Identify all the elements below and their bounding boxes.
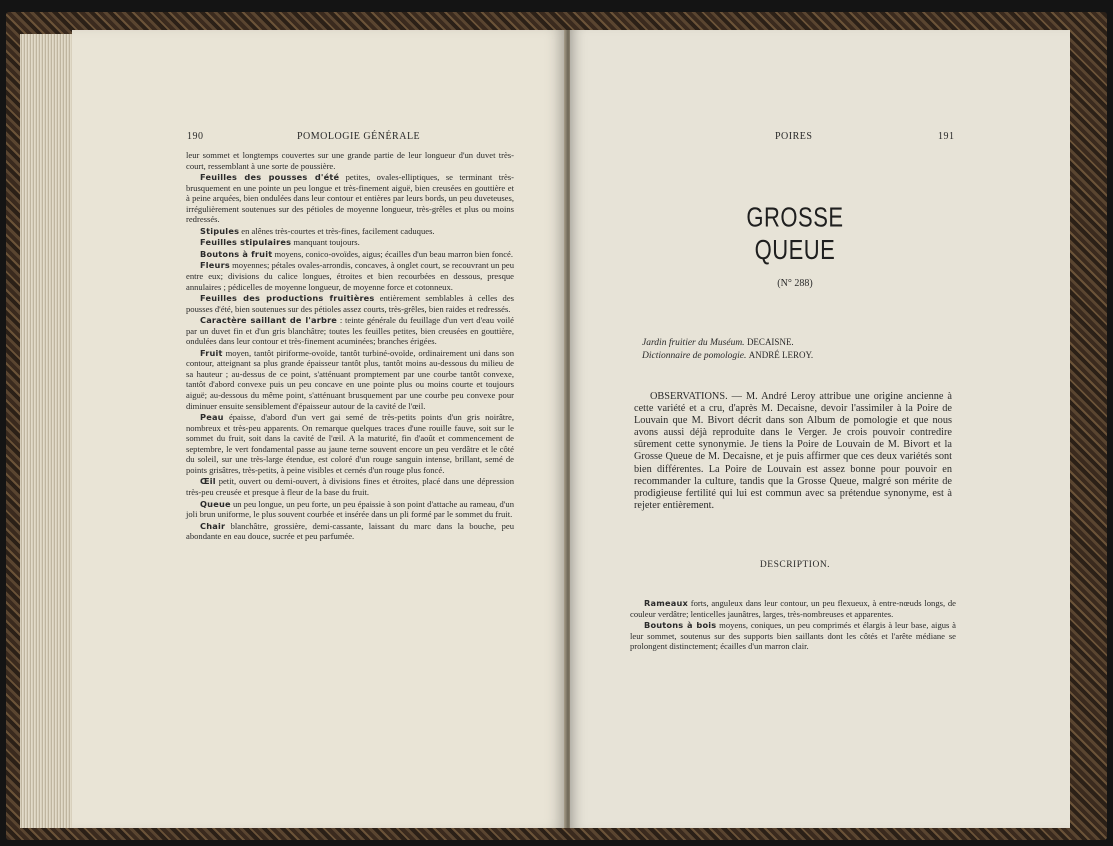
description-heading: DESCRIPTION. — [759, 560, 831, 570]
page-edges — [20, 34, 78, 828]
paragraph: Caractère saillant de l'arbre : teinte générale du feuillage d'un vert d'eau voilé par un duvet fin et d'un gris blanchâtre; toutes les feuilles petites, bien creusées en gouttière, ondulées dans leur contour et très-finement acuminées; branches érigées. — [186, 315, 514, 347]
left-page — [72, 30, 566, 828]
variety-number: (N° 288) — [777, 278, 813, 289]
paragraph: Boutons à bois moyens, coniques, un peu comprimés et élargis à leur base, aigus à leur sommet, soutenus sur des supports bien saillants dont les côtés et l'arête médiane se prolongent distinctement; écailles d'un marron clair. — [630, 620, 956, 652]
left-running-head: POMOLOGIE GÉNÉRALE — [297, 131, 421, 142]
reference-line: Dictionnaire de pomologie. ANDRÉ LEROY. — [642, 350, 814, 361]
paragraph: Feuilles des pousses d'été petites, ovales-elliptiques, se terminant très-brusquement en une pointe un peu longue et très-finement aiguë, bien creusées en gouttière et à peine arquées, bien ondulées dans leur contour et entières par leurs bords, un peu duveteuses, irrégulièrement soutenues sur des pétioles de moyenne longueur, très-grêles et plus ou moins redressés. — [186, 172, 515, 225]
left-body-text — [186, 150, 514, 543]
right-running-head: POIRES — [775, 131, 813, 142]
paragraph: Boutons à fruit moyens, conico-ovoïdes, aigus; écailles d'un beau marron bien foncé. — [200, 248, 513, 259]
paragraph: Feuilles stipulaires manquant toujours. — [200, 237, 360, 248]
paragraph: Queue un peu longue, un peu forte, un peu épaissie à son point d'attache au rameau, d'un joli brun uniforme, le plus souvent courbée et insérée dans un pli formé par le sommet du fruit. — [186, 498, 514, 520]
reference-line: Jardin fruitier du Muséum. DECAISNE. — [642, 337, 794, 348]
page-title: GROSSE QUEUE — [746, 201, 844, 266]
paragraph: Chair blanchâtre, grossière, demi-cassante, laissant du marc dans la bouche, peu abondante en eau douce, sucrée et peu parfumée. — [186, 520, 514, 542]
left-page-number: 190 — [187, 131, 204, 142]
paragraph: Rameaux forts, anguleux dans leur contour, un peu flexueux, à entre-nœuds longs, de couleur verdâtre; lenticelles jaunâtres, larges, très-nombreuses et apparentes. — [630, 598, 956, 619]
paragraph: Feuilles des productions fruitières entièrement semblables à celles des pousses d'été, bien soutenues sur des pétioles assez courts, très-grêles, bien raides et redressés. — [186, 293, 514, 314]
observations-paragraph: OBSERVATIONS. — M. André Leroy attribue une origine ancienne à cette variété et a cru, d'après M. Decaisne, devoir l'assimiler à la Poire de Louvain que M. Bivort décrit dans son Album de pomologie et que nous avons aussi déjà reproduite dans le Verger. Je crois pouvoir contredire sûrement cette synonymie. Je tiens la Poire de Louvain de M. Bivort et la Grosse Queue de M. Decaisne, et je puis affirmer que ces deux variétés sont bien différentes. La Poire de Louvain est assez bonne pour pouvoir en recommander la culture, tandis que la Grosse Queue, malgré son mérite de prodigieuse fertilité qui lui est commun avec sa prétendue synonyme, est à rejeter entièrement. — [634, 391, 952, 511]
paragraph: Peau épaisse, d'abord d'un vert gai semé de très-petits points d'un gris noirâtre, nombreux et très-peu apparents. On remarque quelques traces d'une rouille fauve, soit sur le sommet du fruit, soit dans la cavité de l'œil. A la maturité, fin d'août et commencement de septembre, le vert fondamental passe au jaune terne souvent encore un peu verdâtre et le côté du soleil, sur une très-large étendue, est coloré d'un rouge sanguin intense, brillant, semé de points grisâtres, très-petits, à peine visibles et cernés d'un rouge plus foncé. — [186, 412, 514, 475]
paragraph: Œil petit, ouvert ou demi-ouvert, à divisions fines et étroites, placé dans une dépression très-peu creusée et presque à fleur de la base du fruit. — [186, 476, 514, 497]
right-body-text — [630, 598, 956, 653]
right-page-number: 191 — [938, 131, 955, 142]
paragraph: Fleurs moyennes; pétales ovales-arrondis, concaves, à onglet court, se recouvrant un peu entre eux; divisions du calice longues, étroites et bien recourbées en dessous, presque annulaires ; pédicelles de moyenne longueur, de moyenne force et cotonneux. — [186, 260, 514, 292]
references — [642, 336, 813, 362]
right-page — [570, 30, 1070, 828]
paragraph: leur sommet et longtemps couvertes sur une grande partie de leur longueur d'un duvet très-court, ressemblant à une sorte de poussière. — [186, 150, 514, 171]
paragraph: Stipules en alênes très-courtes et très-fines, facilement caduques. — [200, 225, 435, 236]
paragraph: Fruit moyen, tantôt piriforme-ovoïde, tantôt turbiné-ovoïde, ordinairement uni dans son contour, atteignant sa plus grande épaisseur tantôt plus, tantôt moins au-dessous du milieu de sa hauteur ; au-dessus de ce point, s'atténuant promptement par une courbe tantôt convexe, tantôt d'abord convexe puis un peu concave en une pointe plus ou moins courte et toujours aiguë; au-dessous du même point, s'atténuant brusquement par une courbe peu convexe pour diminuer ensuite sensiblement d'épaisseur autour de la cavité de l'œil. — [186, 347, 514, 411]
